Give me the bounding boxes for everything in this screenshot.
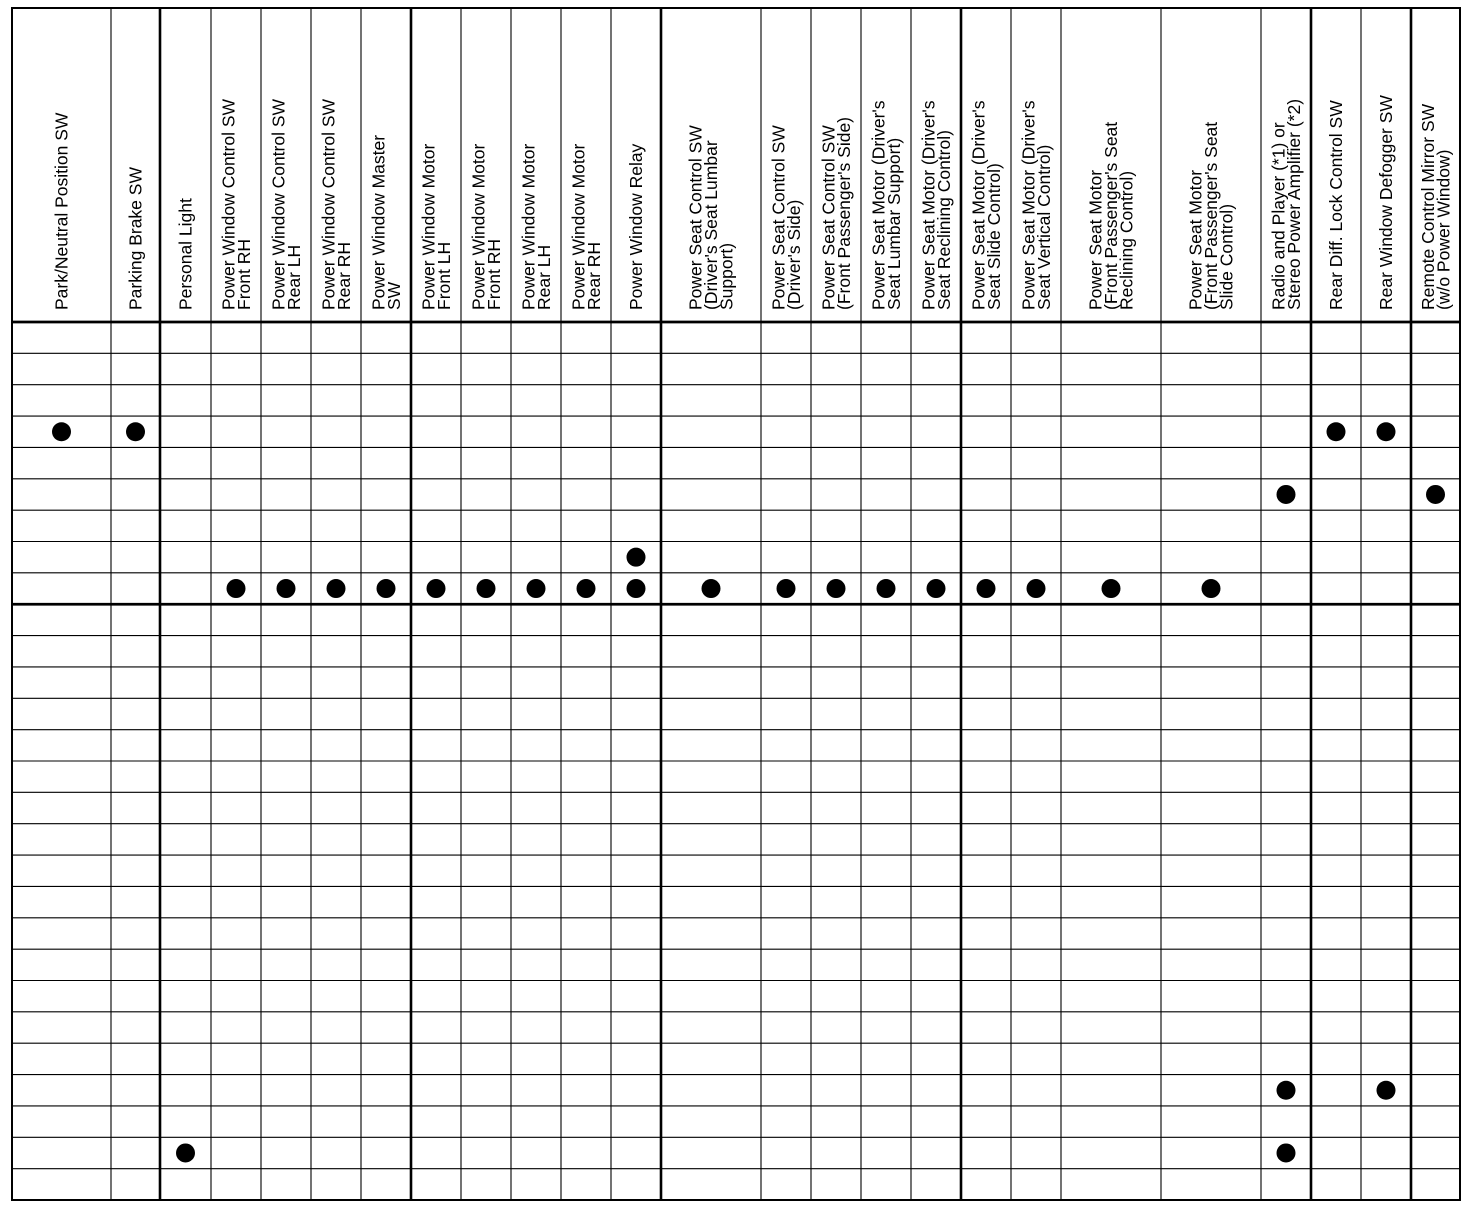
column-header [1326, 100, 1346, 310]
column-header [1268, 99, 1304, 310]
connection-dot [176, 1143, 195, 1162]
column-header-line: Power Window Motor [518, 143, 539, 310]
column-header [626, 143, 646, 310]
connection-dot [827, 579, 846, 598]
column-header [768, 125, 804, 310]
column-header-line: Personal Light [175, 198, 196, 310]
column-header [918, 100, 954, 310]
column-header-line: (Front Passenger's Seat [1201, 121, 1222, 310]
column-header-line: Power Seat Control SW [768, 125, 789, 310]
column-header [176, 198, 196, 310]
column-header-line: Power Window Motor [418, 143, 439, 310]
connection-dot [52, 422, 71, 441]
connection-dot [577, 579, 596, 598]
column-header-line: Rear RH [583, 241, 604, 310]
column-header [52, 112, 72, 310]
column-header-line: Rear LH [283, 244, 304, 310]
column-header [418, 144, 454, 310]
connection-dot [277, 579, 296, 598]
column-header-line: Power Seat Motor (Driver's [968, 100, 989, 310]
connection-dot [927, 579, 946, 598]
connection-dot [1377, 1081, 1396, 1100]
connection-dot [877, 579, 896, 598]
column-header-line: Parking Brake SW [125, 167, 146, 310]
column-header [468, 144, 504, 310]
connection-dot [1327, 422, 1346, 441]
column-header [1186, 122, 1237, 310]
column-header [1418, 103, 1454, 310]
column-header-line: Front RH [483, 239, 504, 310]
column-header-line: Rear LH [533, 244, 554, 310]
column-header-line: Seat Vertical Control) [1033, 144, 1054, 310]
connection-dot [527, 579, 546, 598]
column-header [126, 167, 146, 310]
connection-dot [1277, 485, 1296, 504]
column-header-line: Power Seat Motor [1085, 169, 1106, 310]
column-header-line: Rear Diff. Lock Control SW [1326, 100, 1347, 310]
connection-dot [1277, 1143, 1296, 1162]
connection-dot [1202, 579, 1221, 598]
column-header-line: Power Window Master [368, 134, 389, 310]
connection-dot [627, 548, 646, 567]
column-header-line: Power Seat Motor (Driver's [918, 100, 939, 310]
connection-dot [427, 579, 446, 598]
column-header-line: Power Window Motor [468, 143, 489, 310]
column-header-line: Power Seat Motor (Driver's [868, 100, 889, 310]
connection-dot [377, 579, 396, 598]
column-header-line: Seat Slide Control) [983, 163, 1004, 310]
column-header-line: Radio and Player (*1) or [1268, 122, 1289, 310]
column-header-line: Power Window Control SW [268, 98, 289, 310]
column-header-line: Slide Control) [1216, 203, 1237, 310]
column-header [686, 125, 737, 310]
column-header-line: SW [383, 281, 404, 310]
column-header-line: (Front Passenger's Side) [833, 116, 854, 310]
connection-dot [977, 579, 996, 598]
connection-dot [1426, 485, 1445, 504]
column-header [318, 98, 354, 310]
connection-dot [1102, 579, 1121, 598]
connection-dot [477, 579, 496, 598]
column-header [368, 135, 404, 310]
column-header-line: (Front Passenger's Seat [1101, 121, 1122, 310]
connection-dot [627, 579, 646, 598]
column-header-line: Rear Window Defogger SW [1376, 95, 1397, 310]
column-header-line: Power Window Relay [626, 143, 647, 310]
connection-dot [702, 579, 721, 598]
column-header-line: Power Window Control SW [318, 98, 339, 310]
column-header-line: Stereo Power Amplifier (*2) [1283, 98, 1304, 310]
column-header [818, 117, 854, 310]
column-header-line: Power Seat Control SW [685, 125, 706, 310]
column-headers [52, 95, 1454, 310]
column-header-line: Seat Lumbar Support) [883, 137, 904, 310]
connection-dot [1027, 579, 1046, 598]
column-header-line: Rear RH [333, 241, 354, 310]
column-header-line: Power Window Motor [568, 143, 589, 310]
column-header-line: Power Seat Control SW [818, 125, 839, 310]
column-header [218, 98, 254, 310]
column-header-line: Front LH [433, 241, 454, 310]
column-header-line: (Driver's Side) [783, 199, 804, 310]
column-header-line: (w/o Power Window) [1433, 149, 1454, 310]
column-header-line: Power Seat Motor (Driver's [1018, 100, 1039, 310]
column-header-line: Front RH [233, 239, 254, 310]
connection-dot [1277, 1081, 1296, 1100]
column-header [1376, 95, 1396, 310]
connection-dot [227, 579, 246, 598]
column-header-line: (Driver's Seat Lumbar [701, 140, 722, 310]
column-header-line: Reclining Control) [1116, 170, 1137, 310]
connection-dot [1377, 422, 1396, 441]
column-header [968, 100, 1004, 310]
column-header [518, 144, 554, 310]
column-header-line: Power Window Control SW [218, 98, 239, 310]
column-header [868, 100, 904, 310]
connection-dot [327, 579, 346, 598]
column-header-line: Power Seat Motor [1185, 169, 1206, 310]
column-header [1086, 122, 1137, 310]
column-header-line: Support) [716, 242, 737, 310]
column-header-line: Park/Neutral Position SW [51, 112, 72, 310]
column-header [268, 98, 304, 310]
column-header-line: Seat Reclining Control) [933, 130, 954, 310]
connection-dot [777, 579, 796, 598]
column-header-line: Remote Control Mirror SW [1417, 103, 1438, 310]
connection-dot [126, 422, 145, 441]
column-header [568, 144, 604, 310]
column-header [1018, 100, 1054, 310]
